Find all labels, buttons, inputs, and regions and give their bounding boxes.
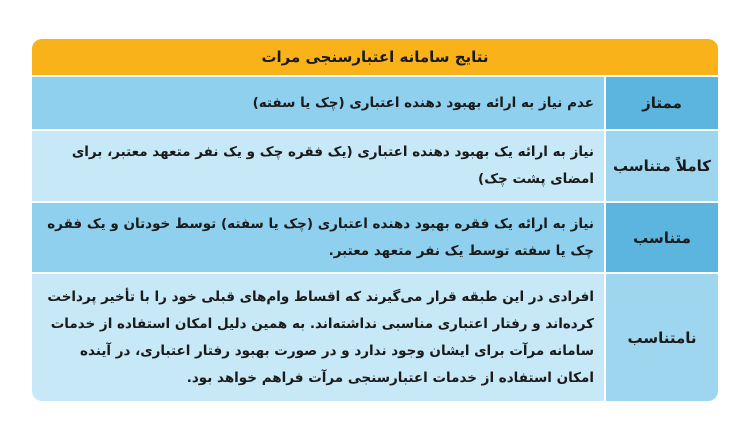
row-label: متناسب [606, 203, 718, 272]
row-label: نامتناسب [606, 274, 718, 401]
row-description [32, 274, 604, 401]
row-description-text: نیاز به ارائه یک بهبود دهنده اعتباری (یک فقره چک و یک نفر متعهد معتبر، برای امضای پشت چک) [71, 144, 594, 187]
table-title: نتایج سامانه اعتبارسنجی مرات [32, 39, 718, 75]
credit-results-table [32, 39, 718, 401]
row-description-text: عدم نیاز به ارائه بهبود دهنده اعتباری (چک یا سفته) [252, 94, 594, 111]
row-description [32, 203, 604, 272]
table-row [32, 131, 718, 201]
table-row [32, 77, 718, 129]
row-description-text: نیاز به ارائه یک فقره بهبود دهنده اعتباری (چک یا سفته) توسط خودتان و یک فقره چک یا سفته توسط یک نفر متعهد معتبر. [47, 215, 594, 259]
row-description-text: افرادی در این طبقه قرار می‌گیرند که اقساط وام‌های قبلی خود را با تأخیر پرداخت کرده‌اند و رفتار اعتباری مناسبی نداشته‌اند. به همین دلیل امکان استفاده از خدمات سامانه مرآت برای ایشان وجود ندارد و در صورت بهبود رفتار اعتباری، در آینده امکان استفاده از خدمات اعتبارسنجی مرآت فراهم خواهد بود. [47, 288, 594, 386]
row-label: ممتاز [606, 77, 718, 129]
row-label: کاملاً متناسب [606, 131, 718, 201]
table-row [32, 203, 718, 272]
table-row [32, 274, 718, 401]
row-description [32, 77, 604, 129]
row-description [32, 131, 604, 201]
